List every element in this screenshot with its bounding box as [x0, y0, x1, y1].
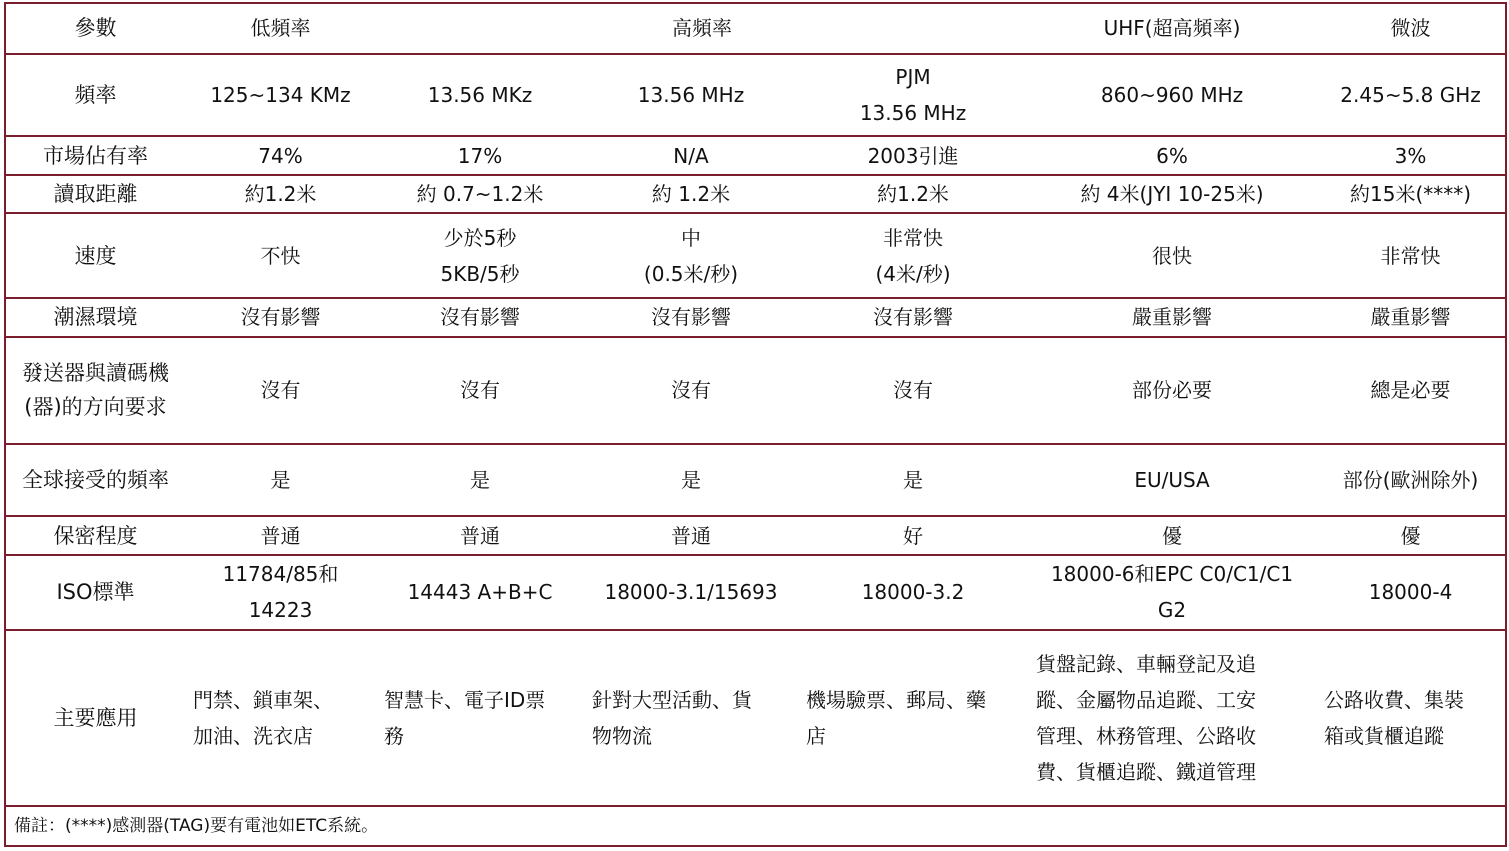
row-label-line: 保密程度	[53, 523, 138, 548]
row-label-security-level	[5, 516, 185, 554]
cell-text-line: 沒有影響	[651, 305, 731, 330]
table-cell	[584, 54, 798, 137]
table-body	[5, 3, 1506, 846]
row-humidity	[5, 298, 1506, 336]
table-cell	[185, 175, 376, 213]
table-cell	[584, 555, 798, 630]
rfid-comparison-table-wrapper	[4, 2, 1505, 847]
table-cell	[185, 136, 376, 174]
table-cell	[1316, 298, 1506, 336]
cell-text-line: (4米/秒)	[875, 261, 951, 286]
table-cell	[1028, 175, 1316, 213]
cell-text-line: 機場驗票、郵局、藥	[806, 687, 986, 712]
cell-text-line: 13.56 MHz	[859, 100, 967, 125]
cell-text-line: 14443 A+B+C	[407, 580, 553, 605]
table-cell	[1316, 213, 1506, 298]
row-label-read-distance	[5, 175, 185, 213]
table-cell	[584, 630, 798, 806]
row-label-main-applications	[5, 630, 185, 806]
table-cell	[584, 516, 798, 554]
row-orientation	[5, 337, 1506, 444]
cell-text-line: 沒有	[260, 378, 301, 403]
table-cell	[376, 298, 584, 336]
table-cell	[1316, 337, 1506, 444]
cell-text-line: G2	[1157, 598, 1187, 623]
table-cell	[1028, 555, 1316, 630]
cell-text-line: 沒有影響	[440, 305, 520, 330]
row-label-orientation	[5, 337, 185, 444]
cell-text-line: 貨盤記錄、車輛登記及追	[1036, 651, 1257, 676]
table-cell	[376, 136, 584, 174]
cell-text-line: N/A	[673, 143, 709, 168]
row-read-distance	[5, 175, 1506, 213]
table-cell	[1028, 213, 1316, 298]
table-cell	[798, 54, 1028, 137]
cell-text-line: 18000-3.2	[861, 580, 965, 605]
note-row	[5, 806, 1506, 846]
table-cell	[1316, 175, 1506, 213]
table-cell	[185, 54, 376, 137]
table-cell	[584, 213, 798, 298]
table-cell	[1316, 516, 1506, 554]
row-global-frequency	[5, 444, 1506, 517]
table-cell	[185, 630, 376, 806]
table-cell	[1028, 444, 1316, 517]
cell-text-line: 74%	[258, 143, 303, 168]
cell-text-line: 優	[1400, 523, 1421, 548]
cell-text-line: 17%	[457, 143, 503, 168]
cell-text-line: 嚴重影響	[1132, 305, 1213, 330]
cell-text-line: PJM	[895, 64, 931, 89]
row-speed	[5, 213, 1506, 298]
cell-text-line: 18000-6和EPC C0/C1/C1	[1050, 562, 1294, 587]
cell-text-line: 14223	[248, 598, 313, 623]
table-cell	[1316, 630, 1506, 806]
table-cell	[1316, 136, 1506, 174]
table-cell	[1316, 444, 1506, 517]
table-cell	[376, 54, 584, 137]
table-cell	[1028, 298, 1316, 336]
cell-text-line: 是	[470, 468, 490, 493]
cell-text-line: 管理、林務管理、公路收	[1036, 723, 1257, 748]
cell-text-line: 優	[1162, 523, 1183, 548]
table-cell	[1028, 630, 1316, 806]
table-cell	[584, 298, 798, 336]
table-cell	[584, 175, 798, 213]
row-label-line: (器)的方向要求	[24, 395, 167, 420]
row-label-line: 速度	[74, 243, 117, 268]
table-cell	[376, 630, 584, 806]
header-param: 參數	[5, 3, 185, 54]
cell-text-line: 沒有影響	[240, 305, 321, 330]
row-label-line: 潮濕環境	[53, 305, 138, 330]
cell-text-line: 智慧卡、電子ID票	[384, 687, 546, 712]
cell-text-line: 沒有	[460, 378, 500, 403]
table-cell	[798, 213, 1028, 298]
cell-text-line: 公路收費、集裝	[1324, 687, 1465, 712]
table-cell	[376, 213, 584, 298]
row-frequency	[5, 54, 1506, 137]
table-cell	[185, 444, 376, 517]
footnote: 備註：(****)感測器(TAG)要有電池如ETC系統。	[5, 806, 1506, 846]
cell-text-line: 18000-3.1/15693	[604, 580, 778, 605]
header-uhf: UHF(超高頻率)	[1028, 3, 1316, 54]
cell-text-line: 部份必要	[1132, 378, 1213, 403]
header-row	[5, 3, 1506, 54]
cell-text-line: 箱或貨櫃追蹤	[1324, 723, 1445, 748]
table-cell	[1028, 54, 1316, 137]
table-cell	[1028, 516, 1316, 554]
table-cell	[185, 213, 376, 298]
table-cell	[1028, 337, 1316, 444]
table-cell	[1316, 54, 1506, 137]
table-cell	[798, 444, 1028, 517]
table-cell	[798, 337, 1028, 444]
row-label-line: 讀取距離	[53, 182, 138, 207]
row-label-line: 全球接受的頻率	[22, 468, 169, 493]
cell-text-line: 很快	[1152, 243, 1193, 268]
row-market-share	[5, 136, 1506, 174]
cell-text-line: 是	[903, 468, 924, 493]
cell-text-line: 店	[806, 723, 826, 748]
cell-text-line: 門禁、鎖車架、	[193, 687, 333, 712]
row-label-line: 市場佔有率	[43, 143, 148, 168]
cell-text-line: 2003引進	[867, 143, 959, 168]
row-label-global-frequency	[5, 444, 185, 517]
table-cell	[798, 298, 1028, 336]
cell-text-line: 13.56 MHz	[637, 82, 745, 107]
cell-text-line: 中	[681, 225, 701, 250]
cell-text-line: 物物流	[592, 723, 652, 748]
row-label-line: 發送器與讀碼機	[22, 361, 169, 386]
row-main-applications	[5, 630, 1506, 806]
cell-text-line: 不快	[260, 243, 301, 268]
cell-text-line: (0.5米/秒)	[643, 261, 739, 286]
table-cell	[376, 444, 584, 517]
header-high-frequency: 高頻率	[376, 3, 1028, 54]
cell-text-line: 5KB/5秒	[440, 261, 520, 286]
cell-text-line: 普通	[671, 523, 711, 548]
row-label-iso-standard	[5, 555, 185, 630]
table-cell	[798, 630, 1028, 806]
cell-text-line: 860~960 MHz	[1100, 82, 1244, 107]
table-cell	[185, 298, 376, 336]
row-label-market-share	[5, 136, 185, 174]
cell-text-line: 務	[384, 723, 404, 748]
table-cell	[798, 136, 1028, 174]
cell-text-line: EU/USA	[1134, 468, 1210, 493]
cell-text-line: 加油、洗衣店	[193, 723, 313, 748]
header-microwave: 微波	[1316, 3, 1506, 54]
cell-text-line: 非常快	[1380, 243, 1441, 268]
table-cell	[185, 337, 376, 444]
cell-text-line: 蹤、金屬物品追蹤、工安	[1036, 687, 1257, 712]
cell-text-line: 3%	[1394, 143, 1427, 168]
cell-text-line: 6%	[1156, 143, 1188, 168]
table-cell	[376, 175, 584, 213]
table-cell	[798, 175, 1028, 213]
cell-text-line: 普通	[460, 523, 500, 548]
cell-text-line: 13.56 MKz	[427, 82, 533, 107]
cell-text-line: 沒有	[893, 378, 934, 403]
row-security-level	[5, 516, 1506, 554]
table-cell	[1316, 555, 1506, 630]
header-low-frequency: 低頻率	[185, 3, 376, 54]
cell-text-line: 費、貨櫃追蹤、鐵道管理	[1036, 759, 1257, 784]
cell-text-line: 2.45~5.8 GHz	[1340, 82, 1481, 107]
cell-text-line: 約1.2米	[244, 182, 317, 207]
cell-text-line: 約 0.7~1.2米	[416, 182, 544, 207]
cell-text-line: 少於5秒	[443, 225, 517, 250]
cell-text-line: 非常快	[883, 225, 944, 250]
table-cell	[185, 516, 376, 554]
row-label-line: 頻率	[74, 82, 117, 107]
row-label-line: 主要應用	[53, 705, 138, 730]
table-cell	[185, 555, 376, 630]
cell-text-line: 沒有	[671, 378, 711, 403]
rfid-comparison-table	[4, 2, 1507, 847]
cell-text-line: 是	[681, 468, 701, 493]
row-label-line: ISO標準	[56, 580, 135, 605]
cell-text-line: 好	[903, 523, 924, 548]
cell-text-line: 約1.2米	[877, 182, 949, 207]
cell-text-line: 約15米(****)	[1350, 182, 1472, 207]
row-label-humidity	[5, 298, 185, 336]
cell-text-line: 11784/85和	[222, 562, 339, 587]
table-cell	[584, 337, 798, 444]
cell-text-line: 約 4米(JYI 10-25米)	[1080, 182, 1264, 207]
cell-text-line: 針對大型活動、貨	[592, 687, 752, 712]
cell-text-line: 部份(歐洲除外)	[1342, 468, 1479, 493]
table-cell	[376, 555, 584, 630]
cell-text-line: 約 1.2米	[651, 182, 731, 207]
row-iso-standard	[5, 555, 1506, 630]
row-label-frequency	[5, 54, 185, 137]
cell-text-line: 嚴重影響	[1370, 305, 1451, 330]
table-cell	[584, 444, 798, 517]
cell-text-line: 18000-4	[1368, 580, 1453, 605]
table-cell	[376, 337, 584, 444]
cell-text-line: 總是必要	[1370, 378, 1451, 403]
table-cell	[376, 516, 584, 554]
table-cell	[798, 516, 1028, 554]
cell-text-line: 普通	[260, 523, 301, 548]
row-label-speed	[5, 213, 185, 298]
cell-text-line: 是	[270, 468, 291, 493]
table-cell	[584, 136, 798, 174]
cell-text-line: 125~134 KMz	[210, 82, 351, 107]
table-cell	[798, 555, 1028, 630]
table-cell	[1028, 136, 1316, 174]
cell-text-line: 沒有影響	[873, 305, 954, 330]
